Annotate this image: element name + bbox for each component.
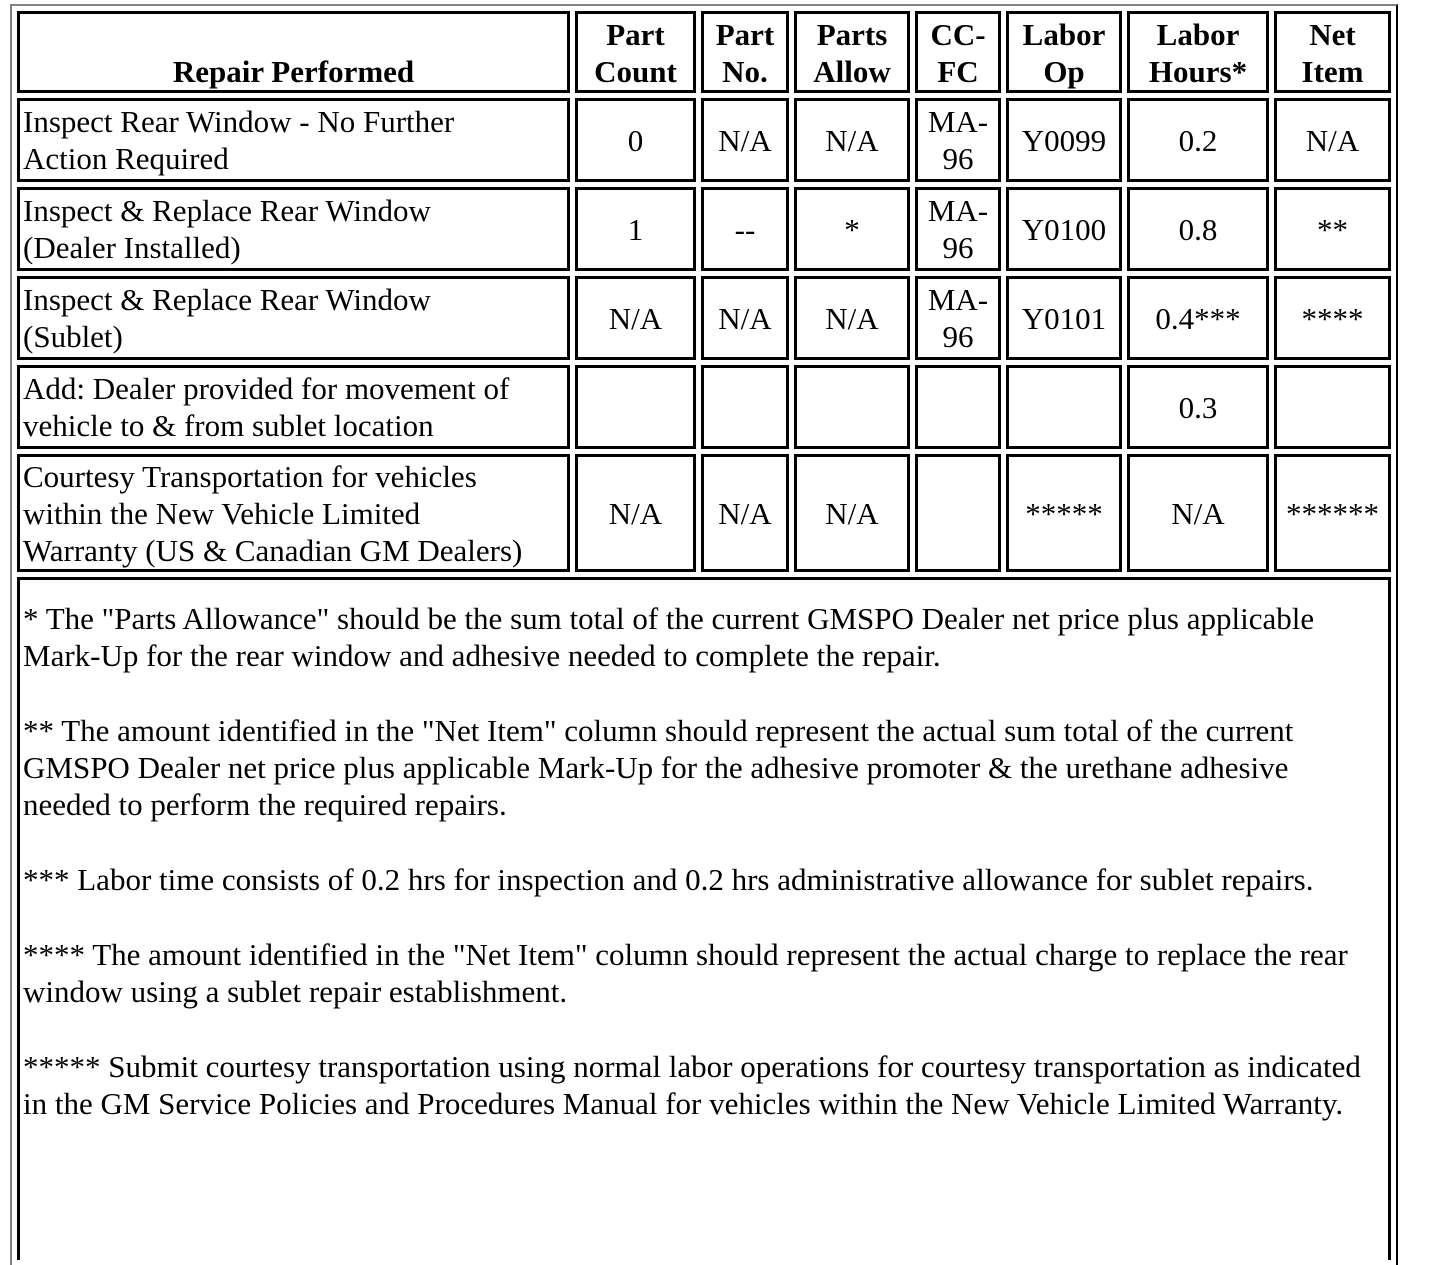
cell-net-item: **** [1274,276,1391,360]
footnotes [17,577,1391,1260]
cell-parts-allow [794,365,910,449]
cell-repair: Inspect & Replace Rear Window (Dealer Installed) [17,187,570,271]
cell-ccfc: MA- 96 [915,276,1001,360]
header-labor-hours: Labor Hours* [1127,11,1269,93]
cell-ccfc: MA- 96 [915,98,1001,182]
cell-net-item: N/A [1274,98,1391,182]
cell-labor-op [1006,365,1122,449]
cell-ccfc [915,365,1001,449]
footnote-net-item-sublet: **** The amount identified in the "Net Item" column should represent the actual charge to replace the rear window using a sublet repair establishment. [23,937,1348,1009]
cell-net-item: ** [1274,187,1391,271]
footnote-labor-time: *** Labor time consists of 0.2 hrs for inspection and 0.2 hrs administrative allowance for sublet repairs. [23,862,1314,897]
cell-ccfc: MA- 96 [915,187,1001,271]
header-parts-allow: Parts Allow [794,11,910,93]
cell-part-count: 0 [575,98,696,182]
cell-net-item [1274,365,1391,449]
table-row [17,454,1391,572]
table-row [17,365,1391,449]
table-row [17,98,1391,182]
cell-part-no: N/A [701,98,789,182]
header-repair-performed: Repair Performed [17,11,570,93]
cell-labor-op: Y0099 [1006,98,1122,182]
cell-labor-hours: N/A [1127,454,1269,572]
cell-labor-op: ***** [1006,454,1122,572]
cell-part-count: N/A [575,454,696,572]
header-ccfc: CC- FC [915,11,1001,93]
table-row [17,187,1391,271]
cell-labor-hours: 0.4*** [1127,276,1269,360]
cell-part-no [701,365,789,449]
notes-row [17,577,1391,1260]
cell-part-no: N/A [701,276,789,360]
header-part-count: Part Count [575,11,696,93]
cell-parts-allow: N/A [794,454,910,572]
footnote-courtesy-transportation: ***** Submit courtesy transportation using normal labor operations for courtesy transportation as indicated in the GM Service Policies and Procedures Manual for vehicles within the New Vehicle Limited Warranty. [23,1049,1361,1121]
cell-repair: Inspect & Replace Rear Window (Sublet) [17,276,570,360]
footnote-net-item-adhesive: ** The amount identified in the "Net Item" column should represent the actual sum total of the current GMSPO Dealer net price plus applicable Mark-Up for the adhesive promoter & the urethane adhesive needed to perform the required repairs. [23,713,1294,822]
header-part-no: Part No. [701,11,789,93]
cell-labor-op: Y0101 [1006,276,1122,360]
header-net-item: Net Item [1274,11,1391,93]
header-row [17,11,1391,93]
repair-table [10,4,1398,1265]
cell-repair: Add: Dealer provided for movement of vehicle to & from sublet location [17,365,570,449]
cell-labor-op: Y0100 [1006,187,1122,271]
footnote-parts-allowance: * The "Parts Allowance" should be the sum total of the current GMSPO Dealer net price plus applicable Mark-Up for the rear window and adhesive needed to complete the repair. [23,601,1315,673]
cell-part-count: 1 [575,187,696,271]
cell-part-no: -- [701,187,789,271]
cell-part-count: N/A [575,276,696,360]
cell-parts-allow: N/A [794,276,910,360]
cell-labor-hours: 0.2 [1127,98,1269,182]
cell-parts-allow: N/A [794,98,910,182]
cell-net-item: ****** [1274,454,1391,572]
cell-ccfc [915,454,1001,572]
cell-part-no: N/A [701,454,789,572]
cell-repair: Courtesy Transportation for vehicles within the New Vehicle Limited Warranty (US & Canadian GM Dealers) [17,454,570,572]
cell-labor-hours: 0.3 [1127,365,1269,449]
cell-labor-hours: 0.8 [1127,187,1269,271]
header-labor-op: Labor Op [1006,11,1122,93]
cell-repair: Inspect Rear Window - No Further Action Required [17,98,570,182]
cell-part-count [575,365,696,449]
cell-parts-allow: * [794,187,910,271]
table-row [17,276,1391,360]
